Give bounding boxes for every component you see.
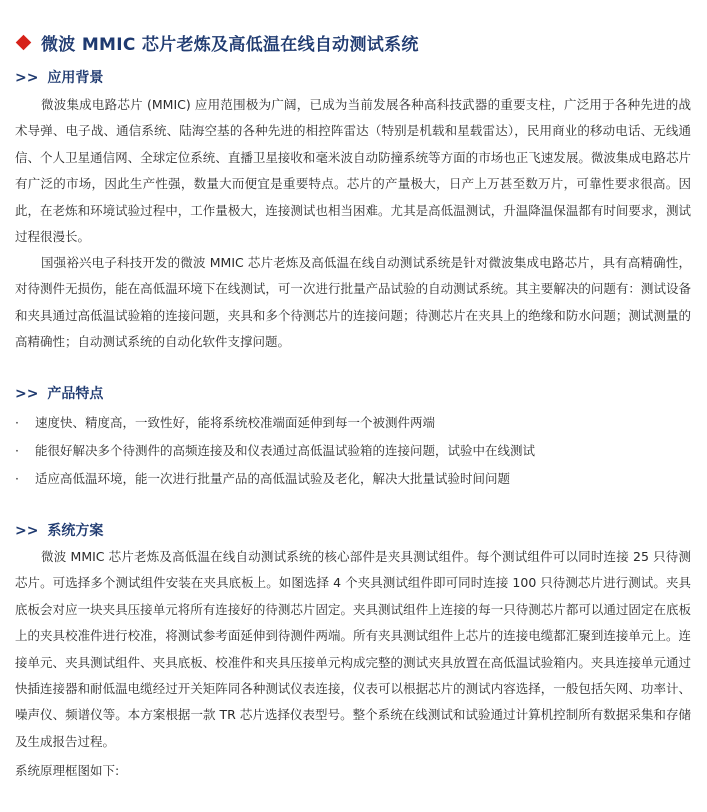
bullet-dot-icon: · xyxy=(15,415,19,430)
double-chevron-icon: >> xyxy=(15,386,39,402)
double-chevron-icon: >> xyxy=(15,70,39,86)
double-chevron-icon: >> xyxy=(15,523,39,539)
bullet-dot-icon: · xyxy=(15,471,19,486)
section-heading-text: 产品特点 xyxy=(47,386,104,402)
background-paragraph-2: 国强裕兴电子科技开发的微波 MMIC 芯片老炼及高低温在线自动测试系统是针对微波集成电路芯片，具有高精确性，对待测件无损伤，能在高低温环境下在线测试，可一次进行批量产品试验的自动测试系统。其主要解决的问题有：测试设备和夹具通过高低温试验箱的连接问题，夹具和多个待测芯片的连接问题；待测芯片在夹具上的绝缘和防水问题；测试测量的高精确性；自动测试系统的自动化软件支撑问题。 xyxy=(15,255,691,350)
features-list xyxy=(15,409,695,493)
diamond-bullet-icon xyxy=(16,34,32,50)
list-item: · 速度快、精度高，一致性好，能将系统校准端面延伸到每一个被测件两端 xyxy=(15,409,695,437)
section-heading-solution xyxy=(15,521,103,541)
section-heading-background xyxy=(15,68,103,88)
page-title: 微波 MMIC 芯片老炼及高低温在线自动测试系统 xyxy=(41,34,419,55)
section-heading-features xyxy=(15,384,103,404)
bullet-dot-icon: · xyxy=(15,443,19,458)
list-item: · 适应高低温环境，能一次进行批量产品的高低温试验及老化，解决大批量试验时间问题 xyxy=(15,465,695,493)
diagram-caption: 系统原理框图如下: xyxy=(15,763,120,778)
section-heading-text: 应用背景 xyxy=(47,70,104,86)
list-item: · 能很好解决多个待测件的高频连接及和仪表通过高低温试验箱的连接问题，试验中在线测试 xyxy=(15,437,695,465)
solution-paragraph: 微波 MMIC 芯片老炼及高低温在线自动测试系统的核心部件是夹具测试组件。每个测试组件可以同时连接 25 只待测芯片。可选择多个测试组件安装在夹具底板上。如图选择 4 个夹具测试组件即可同时连接 100 只待测芯片进行测试。夹具底板会对应一块夹具压接单元将所有连接好的待测芯片固定。夹具测试组件上连接的每一只待测芯片都可以通过固定在底板上的夹具校准件进行校准，将测试参考面延伸到待测件两端。所有夹具测试组件上芯片的连接电缆都汇聚到连接单元上。连接单元、夹具测试组件、夹具底板、校准件和夹具压接单元构成完整的测试夹具放置在高低温试验箱内。夹具连接单元通过快插连接器和耐低温电缆经过开关矩阵同各种测试仪表连接，仪表可以根据芯片的测试内容选择，一般包括矢网、功率计、噪声仪、频谱仪等。本方案根据一款 TR 芯片选择仪表型号。整个系统在线测试和试验通过计算机控制所有数据采集和存储及生成报告过程。 xyxy=(15,549,691,749)
background-paragraph-1: 微波集成电路芯片 (MMIC) 应用范围极为广阔，已成为当前发展各种高科技武器的重要支柱，广泛用于各种先进的战术导弹、电子战、通信系统、陆海空基的各种先进的相控阵雷达（特别是机载和星载雷达），民用商业的移动电话、无线通信、个人卫星通信网、全球定位系统、直播卫星接收和毫米波自动防撞系统等方面的市场也正飞速发展。微波集成电路芯片有广泛的市场，因此生产性强，数量大而便宜是重要特点。芯片的产量极大，日产上万甚至数万片，可靠性要求很高。因此，在老炼和环境试验过程中，工作量极大，连接测试也相当困难。尤其是高低温测试，升温降温保温都有时间要求，测试过程很漫长。 xyxy=(15,97,691,245)
section-heading-text: 系统方案 xyxy=(47,523,104,539)
title-row xyxy=(14,30,419,54)
